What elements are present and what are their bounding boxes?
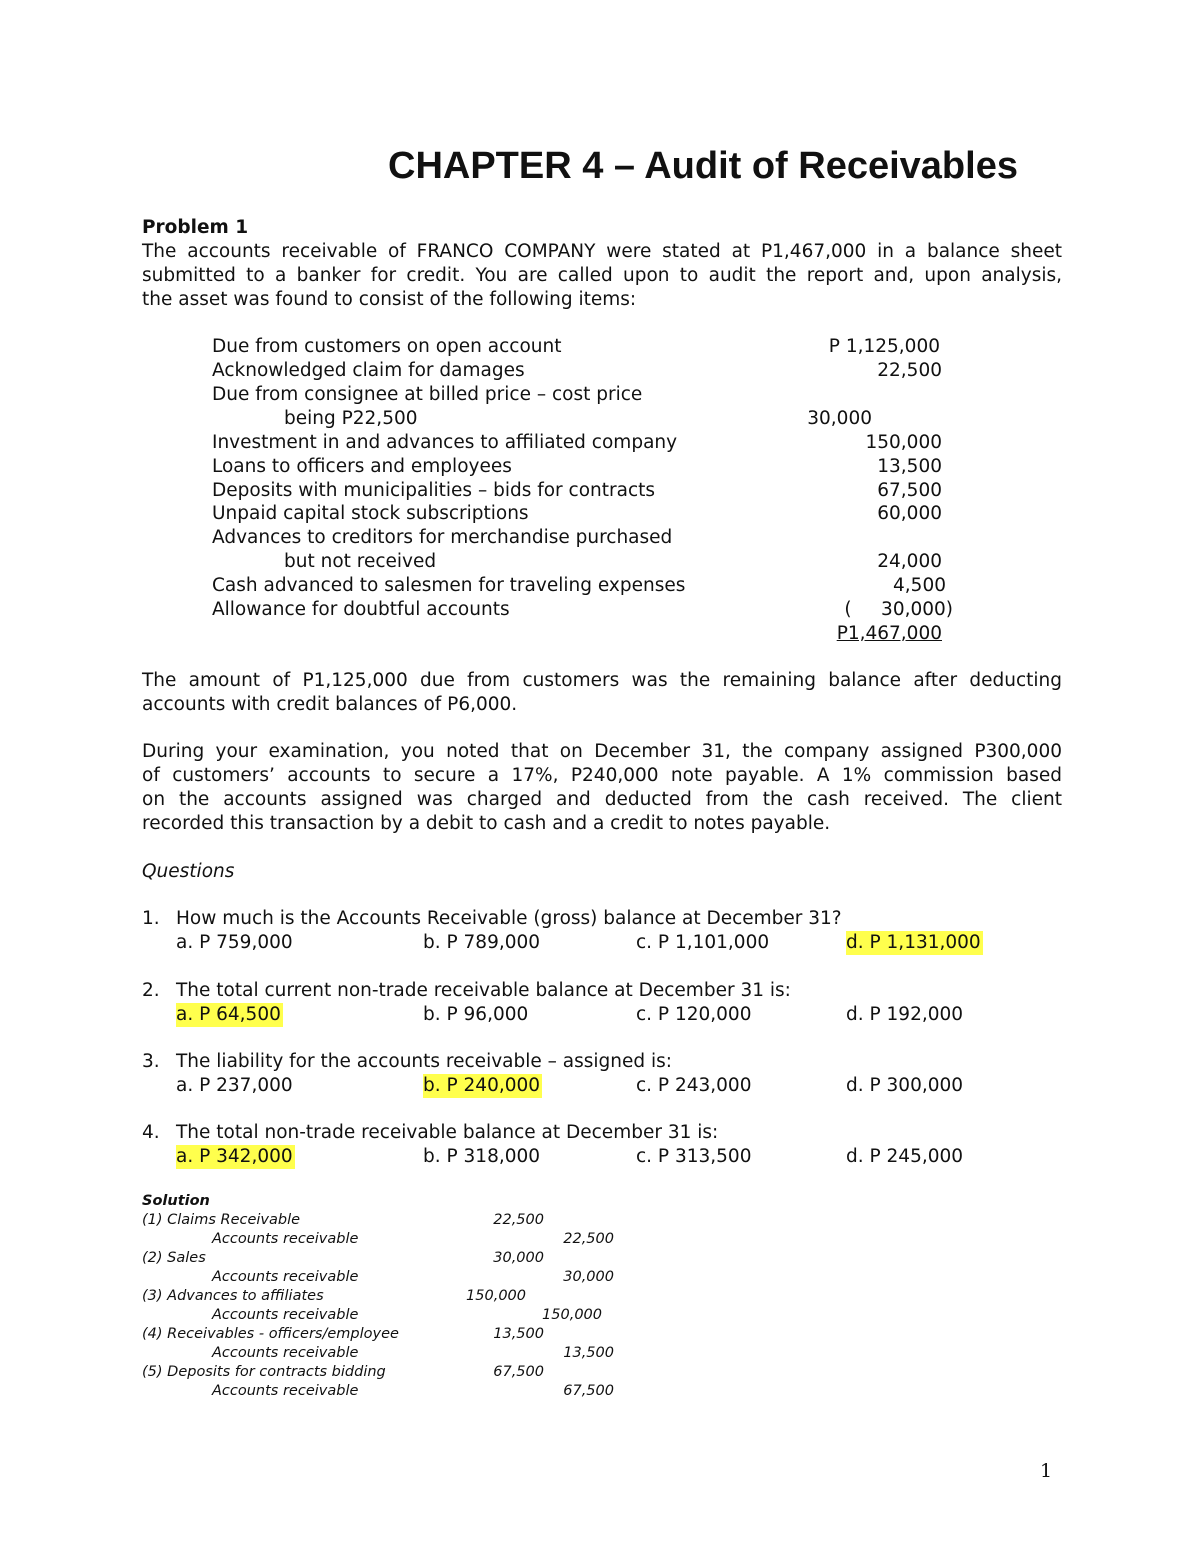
solution-debit-label: (4) Receivables - officers/employee — [142, 1326, 399, 1342]
solution-heading: Solution — [142, 1193, 210, 1209]
solution-credit-amount: 22,500 — [563, 1231, 614, 1247]
item-value: 24,000 — [877, 551, 942, 572]
option-d: d. P 192,000 — [846, 1004, 964, 1025]
solution-debit-label: (3) Advances to affiliates — [142, 1288, 324, 1304]
problem-heading: Problem 1 — [142, 217, 249, 238]
intro-line: The accounts receivable of FRANCO COMPANY were stated at P1,467,000 in a balance sheet — [142, 241, 1062, 262]
item-value: 67,500 — [877, 480, 942, 501]
paragraph-line: accounts with credit balances of P6,000. — [142, 694, 518, 715]
solution-credit-label: Accounts receivable — [212, 1307, 359, 1323]
item-value: 13,500 — [877, 456, 942, 477]
option-d: d. P 300,000 — [846, 1075, 964, 1096]
paragraph-examination — [142, 740, 1062, 836]
paragraph-line: on the accounts assigned was charged and deducted from the cash received. The client — [142, 789, 1062, 810]
solution-debit-label: (2) Sales — [142, 1250, 206, 1266]
item-label: Unpaid capital stock subscriptions — [212, 503, 529, 524]
item-label: Acknowledged claim for damages — [212, 360, 525, 381]
intro-paragraph — [142, 240, 1062, 312]
item-value: 60,000 — [877, 503, 942, 524]
paragraph-line: recorded this transaction by a debit to cash and a credit to notes payable. — [142, 813, 831, 834]
solution-credit-label: Accounts receivable — [212, 1383, 359, 1399]
option-a-answer: a. P 342,000 — [176, 1146, 293, 1167]
option-b: b. P 318,000 — [423, 1146, 541, 1167]
option-b-answer: b. P 240,000 — [423, 1075, 541, 1096]
solution-credit-amount: 150,000 — [542, 1307, 602, 1323]
question-text: The total non-trade receivable balance at December 31 is: — [176, 1122, 719, 1143]
paragraph-line: During your examination, you noted that on December 31, the company assigned P300,000 — [142, 741, 1062, 762]
questions-heading: Questions — [142, 861, 235, 882]
option-b: b. P 96,000 — [423, 1004, 529, 1025]
option-a: a. P 759,000 — [176, 932, 293, 953]
solution-credit-label: Accounts receivable — [212, 1345, 359, 1361]
solution-debit-amount: 13,500 — [493, 1326, 544, 1342]
item-label: but not received — [284, 551, 437, 572]
item-label: being P22,500 — [284, 408, 418, 429]
option-c: c. P 243,000 — [636, 1075, 752, 1096]
solution-credit-label: Accounts receivable — [212, 1231, 359, 1247]
item-value: 4,500 — [893, 575, 946, 596]
item-label: Due from consignee at billed price – cost price — [212, 384, 643, 405]
allowance-value: ( 30,000) — [844, 599, 953, 620]
solution-debit-amount: 150,000 — [466, 1288, 526, 1304]
item-value: P 1,125,000 — [828, 336, 940, 357]
solution-debit-label: (5) Deposits for contracts bidding — [142, 1364, 386, 1380]
item-label: Due from customers on open account — [212, 336, 562, 357]
paragraph-line: of customers’ accounts to secure a 17%, P240,000 note payable. A 1% commission based — [142, 765, 1062, 786]
item-label: Loans to officers and employees — [212, 456, 512, 477]
paragraph-line: The amount of P1,125,000 due from customers was the remaining balance after deducting — [142, 670, 1062, 691]
option-a-answer: a. P 64,500 — [176, 1004, 281, 1025]
option-a: a. P 237,000 — [176, 1075, 293, 1096]
solution-credit-amount: 30,000 — [563, 1269, 614, 1285]
solution-debit-amount: 67,500 — [493, 1364, 544, 1380]
page-title: CHAPTER 4 – Audit of Receivables — [388, 145, 1018, 187]
question-number: 4. — [142, 1122, 160, 1143]
item-label: Allowance for doubtful accounts — [212, 599, 510, 620]
option-b: b. P 789,000 — [423, 932, 541, 953]
question-number: 1. — [142, 908, 160, 929]
paragraph-customers — [142, 669, 1062, 717]
question-text: The total current non-trade receivable balance at December 31 is: — [176, 980, 791, 1001]
question-number: 3. — [142, 1051, 160, 1072]
solution-credit-label: Accounts receivable — [212, 1269, 359, 1285]
item-value: 150,000 — [865, 432, 942, 453]
total-value: P1,467,000 — [836, 623, 942, 644]
intro-line: submitted to a banker for credit. You are called upon to audit the report and, upon analysis, — [142, 265, 1062, 286]
item-label: Deposits with municipalities – bids for contracts — [212, 480, 656, 501]
option-c: c. P 1,101,000 — [636, 932, 770, 953]
question-text: The liability for the accounts receivable – assigned is: — [176, 1051, 673, 1072]
solution-debit-amount: 30,000 — [493, 1250, 544, 1266]
solution-credit-amount: 67,500 — [563, 1383, 614, 1399]
intro-line: the asset was found to consist of the following items: — [142, 289, 637, 310]
item-label: Advances to creditors for merchandise purchased — [212, 527, 673, 548]
solution-debit-label: (1) Claims Receivable — [142, 1212, 301, 1228]
item-value: 30,000 — [807, 408, 872, 429]
item-label: Cash advanced to salesmen for traveling expenses — [212, 575, 686, 596]
question-number: 2. — [142, 980, 160, 1001]
question-text: How much is the Accounts Receivable (gross) balance at December 31? — [176, 908, 842, 929]
option-d-answer: d. P 1,131,000 — [846, 932, 981, 953]
item-label: Investment in and advances to affiliated company — [212, 432, 678, 453]
option-c: c. P 313,500 — [636, 1146, 752, 1167]
item-value: 22,500 — [877, 360, 942, 381]
solution-debit-amount: 22,500 — [493, 1212, 544, 1228]
solution-credit-amount: 13,500 — [563, 1345, 614, 1361]
page-number: 1 — [1040, 1460, 1053, 1482]
option-c: c. P 120,000 — [636, 1004, 752, 1025]
option-d: d. P 245,000 — [846, 1146, 964, 1167]
